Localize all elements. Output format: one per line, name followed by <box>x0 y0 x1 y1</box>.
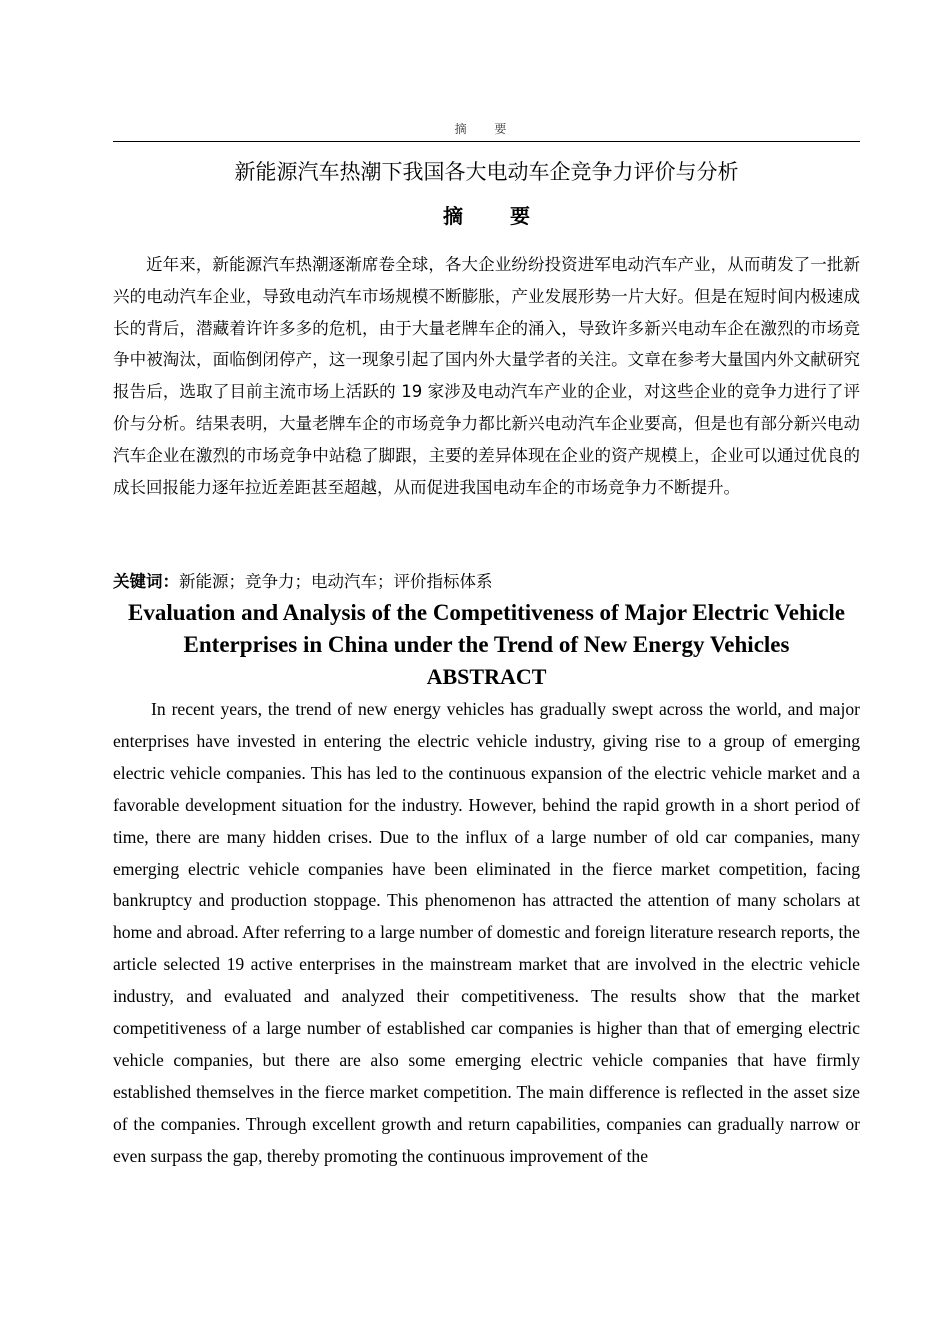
chinese-abstract-body: 近年来，新能源汽车热潮逐渐席卷全球，各大企业纷纷投资进军电动汽车产业，从而萌发了一批新兴的电动汽车企业，导致电动汽车市场规模不断膨胀，产业发展形势一片大好。但是在短时间内极速成长的背后，潜藏着许许多多的危机，由于大量老牌车企的涌入，导致许多新兴电动车企在激烈的市场竞争中被淘汰，面临倒闭停产，这一现象引起了国内外大量学者的关注。文章在参考大量国内外文献研究报告后，选取了目前主流市场上活跃的 19 家涉及电动汽车产业的企业，对这些企业的竞争力进行了评价与分析。结果表明，大量老牌车企的市场竞争力都比新兴电动汽车企业要高，但是也有部分新兴电动汽车企业在激烈的市场竞争中站稳了脚跟，主要的差异体现在企业的资产规模上，企业可以通过优良的成长回报能力逐年拉近差距甚至超越，从而促进我国电动车企的市场竞争力不断提升。 <box>113 255 860 497</box>
keywords-label: 关键词： <box>113 572 179 591</box>
chinese-keywords <box>113 566 860 598</box>
english-abstract-heading: ABSTRACT <box>426 664 547 689</box>
chinese-abstract-heading: 摘 要 <box>443 204 550 228</box>
english-abstract-body: In recent years, the trend of new energy vehicles has gradually swept across the world, and major enterprises have invested in entering the electric vehicle industry, giving rise to a group of emerging electric vehicle companies. This has led to the continuous expansion of the electric vehicle market and a favorable development situation for the industry. However, behind the rapid growth in a short period of time, there are many hidden crises. Due to the influx of a large number of old car companies, many emerging electric vehicle companies have been eliminated in the fierce market competition, facing bankruptcy and production stoppage. This phenomenon has attracted the attention of many scholars at home and abroad. After referring to a large number of domestic and foreign literature research reports, the article selected 19 active enterprises in the mainstream market that are involved in the electric vehicle industry, and evaluated and analyzed their competitiveness. The results show that the market competitiveness of a large number of established car companies is higher than that of emerging electric vehicle companies, but there are also some emerging electric vehicle companies that have firmly established themselves in the fierce market competition. The main difference is reflected in the asset size of the companies. Through excellent growth and return capabilities, companies can gradually narrow or even surpass the gap, thereby promoting the continuous improvement of the <box>113 699 860 1166</box>
header-rule <box>113 141 860 142</box>
keywords-list: 新能源；竞争力；电动汽车；评价指标体系 <box>179 572 493 591</box>
running-header: 摘 要 <box>454 122 519 136</box>
chinese-title: 新能源汽车热潮下我国各大电动车企竞争力评价与分析 <box>234 160 739 184</box>
english-title: Evaluation and Analysis of the Competitiveness of Major Electric Vehicle Enterprises in China under the Trend of New Energy Vehicles <box>127 600 846 657</box>
